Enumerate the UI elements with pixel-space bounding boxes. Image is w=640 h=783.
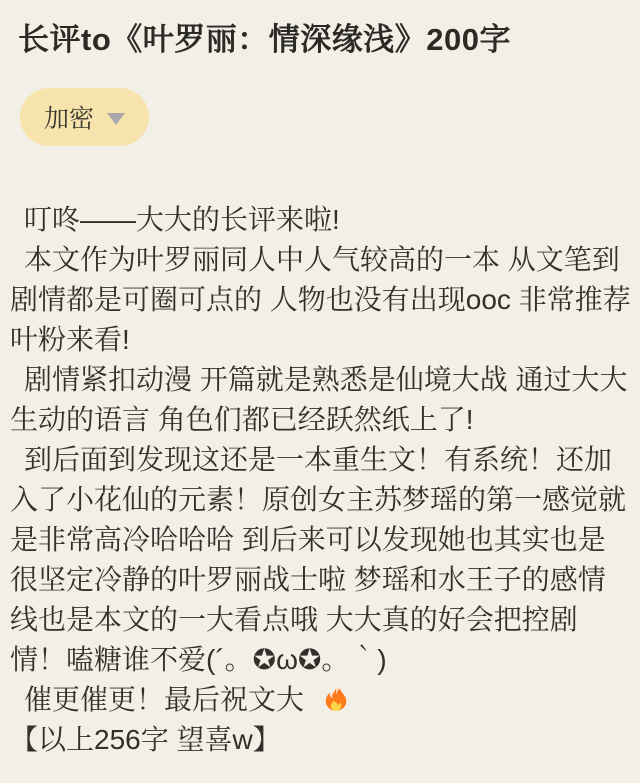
post-title: 长评to《叶罗丽：情深缘浅》200字 xyxy=(18,22,511,57)
post-body xyxy=(0,200,640,760)
paragraph-4-text: 到后面到发现这还是一本重生文！有系统！还加入了小花仙的元素！原创女主苏梦瑶的第一感觉就是非常高冷哈哈哈 到后来可以发现她也其实也是很坚定冷静的叶罗丽战士啦 梦瑶和水王子的感情线也是本文的一大看点哦 大大真的好会把控剧情！嗑糖谁不爱(´。✪ω✪。｀) xyxy=(10,444,627,675)
paragraph-6 xyxy=(10,720,632,760)
paragraph-5-text: 催更催更！最后祝文大 xyxy=(24,684,305,715)
paragraph-3-text: 剧情紧扣动漫 开篇就是熟悉是仙境大战 通过大大生动的语言 角色们都已经跃然纸上了! xyxy=(10,364,628,435)
paragraph-1-text: 叮咚——大大的长评来啦! xyxy=(24,204,340,235)
paragraph-1 xyxy=(10,200,632,240)
paragraph-3 xyxy=(10,360,632,440)
badge-row xyxy=(0,88,640,146)
fire-icon xyxy=(307,683,337,713)
paragraph-2 xyxy=(10,240,632,360)
paragraph-4 xyxy=(10,440,632,680)
encryption-badge-button[interactable] xyxy=(20,88,149,146)
paragraph-5 xyxy=(10,680,632,720)
paragraph-2-text: 本文作为叶罗丽同人中人气较高的一本 从文笔到剧情都是可圈可点的 人物也没有出现ooc 非常推荐叶粉来看! xyxy=(10,244,631,355)
encryption-badge-label: 加密 xyxy=(44,105,95,133)
paragraph-6-text: 【以上256字 望喜w】 xyxy=(10,724,281,755)
chevron-down-icon xyxy=(107,113,125,125)
